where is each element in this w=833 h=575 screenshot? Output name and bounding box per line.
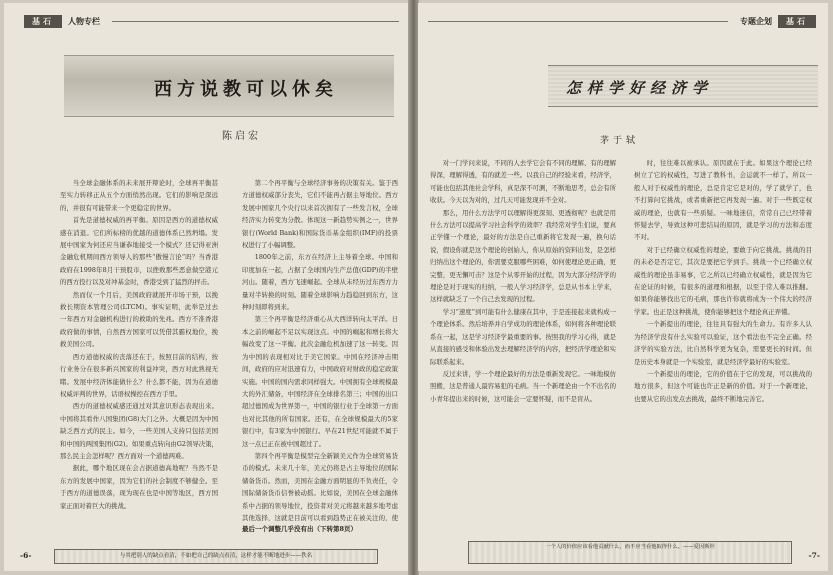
right-column-name: 专题企划	[740, 15, 772, 26]
paragraph: 那么，用什么方法学可以理解得更深刻、更透彻呢？也就是用什么方法可以提高学习社会科学的效率？我经常对学生们说，要真正学懂一个理论，最好的方法是自己重新将它发现一遍，换句话说，假设你就是这个理论的创始人，你从原始的资料出发，是怎样归纳出这个理论的，你需要克服哪些困难，如何使理论更正确，更完整，更无懈可击？这是个从零开始的过程，因为大部分经济学的理论是对于现实的归纳，一般人学习经济学，总是从书本上学来，这样就缺乏了一个自己去发现的过程。	[430, 208, 616, 304]
paragraph: 对于已经确立权威性的理论，要敢于向它挑战。挑战的目的未必是否定它，其次是要把它学到手。挑战一个已经确立权威性的理论虽非易事，它之所以已经确立权威性，就是因为它在论证的时候，有很多的道理和根据，以至于常人难以推翻。如果你能够找出它的毛病，那也许你就将成为一个伟大的经济学家。也正是这种挑战，使你能够把这个理论真正弄懂。	[634, 245, 812, 316]
paragraph: 第二个再平衡与全球经济事务的决策有关。鉴于西方道德权威部分丧失，它们不能再占据主导地位。西方发展中国家几个央行以来首次拥有了一些发言权，全球经济实力转变为分散。体现这一新趋势实例之一，世界银行(World Bank)和国际货币基金组织(IMF)的投票权进行了小幅调整。	[242, 179, 398, 250]
right-section-tag: 基石	[778, 15, 816, 28]
paragraph: 对一门学问来说，不同的人去学它会有不同的理解、有的理解得深，理解得透，有的就差一些。以我自己的经验来看，经济学，可能也包括其他社会学科，真是深不可测，不断地思考，总会有所收获。今天以为对的，过几天可能发现并不全对。	[430, 159, 616, 205]
right-article-author: 茅于轼	[600, 136, 640, 146]
paragraph: 第三个再平衡是经济重心从大西洋转向太平洋。日本之前的崛起不足以实现这点。中国的崛起和增长将大幅改变了这一平衡。此次金融危机加速了这一转变。因为中国的表现相对比于美它国家。中国在经济冲击期间，政府的应对迅速有力，中国政府对财政的稳定政策实施。中国的国内需求同样强大。中国拥有全球规模最大的外汇储备，中国经济在全球排名第三；中国的出口超过德国成为世界第一，中国的银行业于全球第一方面也对比其他的所有国家。还有，在全球规模最大的5家银行中，有3家为中国银行。早在21世纪可能就不属于这一点已正在被中国超过了。	[242, 315, 398, 448]
paragraph: 反过来讲，学一个理论最好的方法是重新发现它。一味地模仿照搬，这是普通人最容易犯的毛病。当一个新理论由一个不出名的小青年提出来的时候，这可能会一定要怀疑，而不是盲从。	[430, 369, 616, 403]
left-header	[24, 13, 399, 29]
left-footer-quote: 与其把别人的缺点看清，不如把自己的缺点看清，这样才能不断地进步——佚名	[54, 549, 378, 564]
paragraph: 第四个再平衡是模型完全新颖美元作为全球贸易货币的模式。未来几十年，美元仍将是占主导地位的国际储备货币。然而，美国在金融方面明显的不负责任，令国际储备货币信誉被动摇。比如说，美国在全球金融体系中占据的领导地位，投资者对美元将越来越多地考虑其他选择，这就是目前可以看到趋势正在被关注的，使	[242, 451, 398, 521]
right-page-number: -7-	[808, 551, 820, 560]
paragraph: 学习“速度”到可能有什么健康在其中，于是连接起来就构成一个理论体系。然后培养并自学成功的理论体系，如何将各种理论联系在一起，这是学习经济学最重要的事。按照我的学习心得，就是从直接的感受和体验出发去理解经济学的内容，把经济学理论和实际联系起来。	[430, 307, 616, 366]
left-article-author: 陈启宏	[222, 131, 261, 142]
right-column-1	[430, 157, 616, 531]
paragraph: 然而仅一个月后，美国政府就展开市场干预，以挽救长期资本管理公司(LTCM)。事实证明，此举是过去一年西方对金融机构进行的救助的先兆。西方不准香港政府做的事情，自然西方国家可以凭借其霸权地位，挽救美国公司。	[60, 290, 218, 349]
right-page	[418, 3, 828, 571]
paragraph: 一个新提出的理论，往往具有强大的生命力。有许多人认为经济学没有什么实验可以验证，这个看法也不完全正确。经济学的实验方法，比自然科学更为复杂，需要更长的时间。但是历史本身就是一个实验室，就是经济学最好的实验室。	[634, 320, 812, 366]
paragraph: 西方的道德权威感还通过对其意识形态表现出来。中国将其看作八国集团(G8)大门之外。大概是因为中国缺乏西方式的民主。如今，一些美国人支持只包括美国和中国的两国集团(G2)。如果重点转向由G2领导决策，那么民主会怎样呢？西方面对一个道德两难。	[60, 402, 218, 460]
paragraph: 时，往往难以被承认。原因就在于此。如果这个理论已经树立了它的权威性，写进了教科书，会运就不一样了。所以一般人对于权威性的理论，总是肯定它是对的，学了就学了，也不打算问它挑战，或者重新把它再发现一遍。对于一些既定权威的理论，也就有一些质疑。一味地迷信，常常自己已经带着怀疑去学，导致这种可悲结局的原因，就是学习的方法和态度不对。	[634, 159, 812, 242]
paragraph: 首先是道德权威的再平衡。原因是西方的道德权威感在消退。它们所标榜的优越的道德体系已然坍塌。发展中国家为何还应当谦恭地接受一个模式？还记得亚洲金融危机期间西方领导人的那些“傲慢言论”吗？当香港政府在1998年8月干预股市，以挫败那些恶意做空港元的西方投行以及对冲基金时，香港受到了猛烈的抨击。	[60, 216, 218, 287]
right-article-title: 怎样学好经济学	[566, 79, 714, 97]
paragraph: 1800年之前，东方在经济上主导着全球。中国和印度加在一起，占据了全球国内生产总值(GDP)的半壁河山。随着，西方飞速崛起。全球从未经历过东西方力量对半转换的时刻。随着全球影响力趋稳回到东方，这种时刻即将到来。	[242, 253, 398, 312]
right-column-2	[634, 157, 812, 531]
left-column-1	[60, 177, 218, 535]
left-header-rule	[112, 21, 399, 22]
right-header	[428, 13, 816, 29]
right-footer-quote: 一个人的价值应该看他贡献什么，而不应当看他取得什么。——爱因斯坦	[468, 541, 792, 564]
left-article-title: 西方说教可以休矣	[154, 79, 338, 100]
left-column-2	[242, 177, 398, 521]
left-page	[4, 3, 409, 571]
continued-note: 最后一个调整几乎没有出（下转第8页）	[242, 525, 358, 533]
paragraph: 据此，哪个地区现在会占据道德高地呢？当然不是东方的发展中国家，因为它们的社会制度不够健全。至于西方的道德误落，现为现在也是中国等地区，西方国家正面对着巨大的挑战。	[60, 464, 218, 510]
paragraph: 一个新提出的理论，它的价值在于它的发现，可以挑战的地方很多，但这个可能也许正是新的价值。对于一个新理论，也要从它的出发点去挑战，最终不断地完善它。	[634, 369, 812, 403]
left-section-tag: 基石	[24, 15, 62, 28]
left-column-name: 人物专栏	[68, 15, 100, 26]
paragraph: 当全球金融体系的未来展开辩论时，全球再平衡甚至实力转移正从五个方面悄然出现。它们的影响是深远的，并很有可能带来一个更稳定的世界。	[60, 179, 218, 212]
left-page-number: -6-	[20, 551, 32, 560]
paragraph: 西方道德权威的丧落还在于，按照目前的结构，按行业务分在很多新兴国家的利益冲突，西方对此熟视无睹。发展中经济体能做什么？什么都不能，因为在道德权威评判的世界，话语权操控在西方手里。	[60, 352, 218, 398]
right-header-rule	[428, 21, 728, 22]
